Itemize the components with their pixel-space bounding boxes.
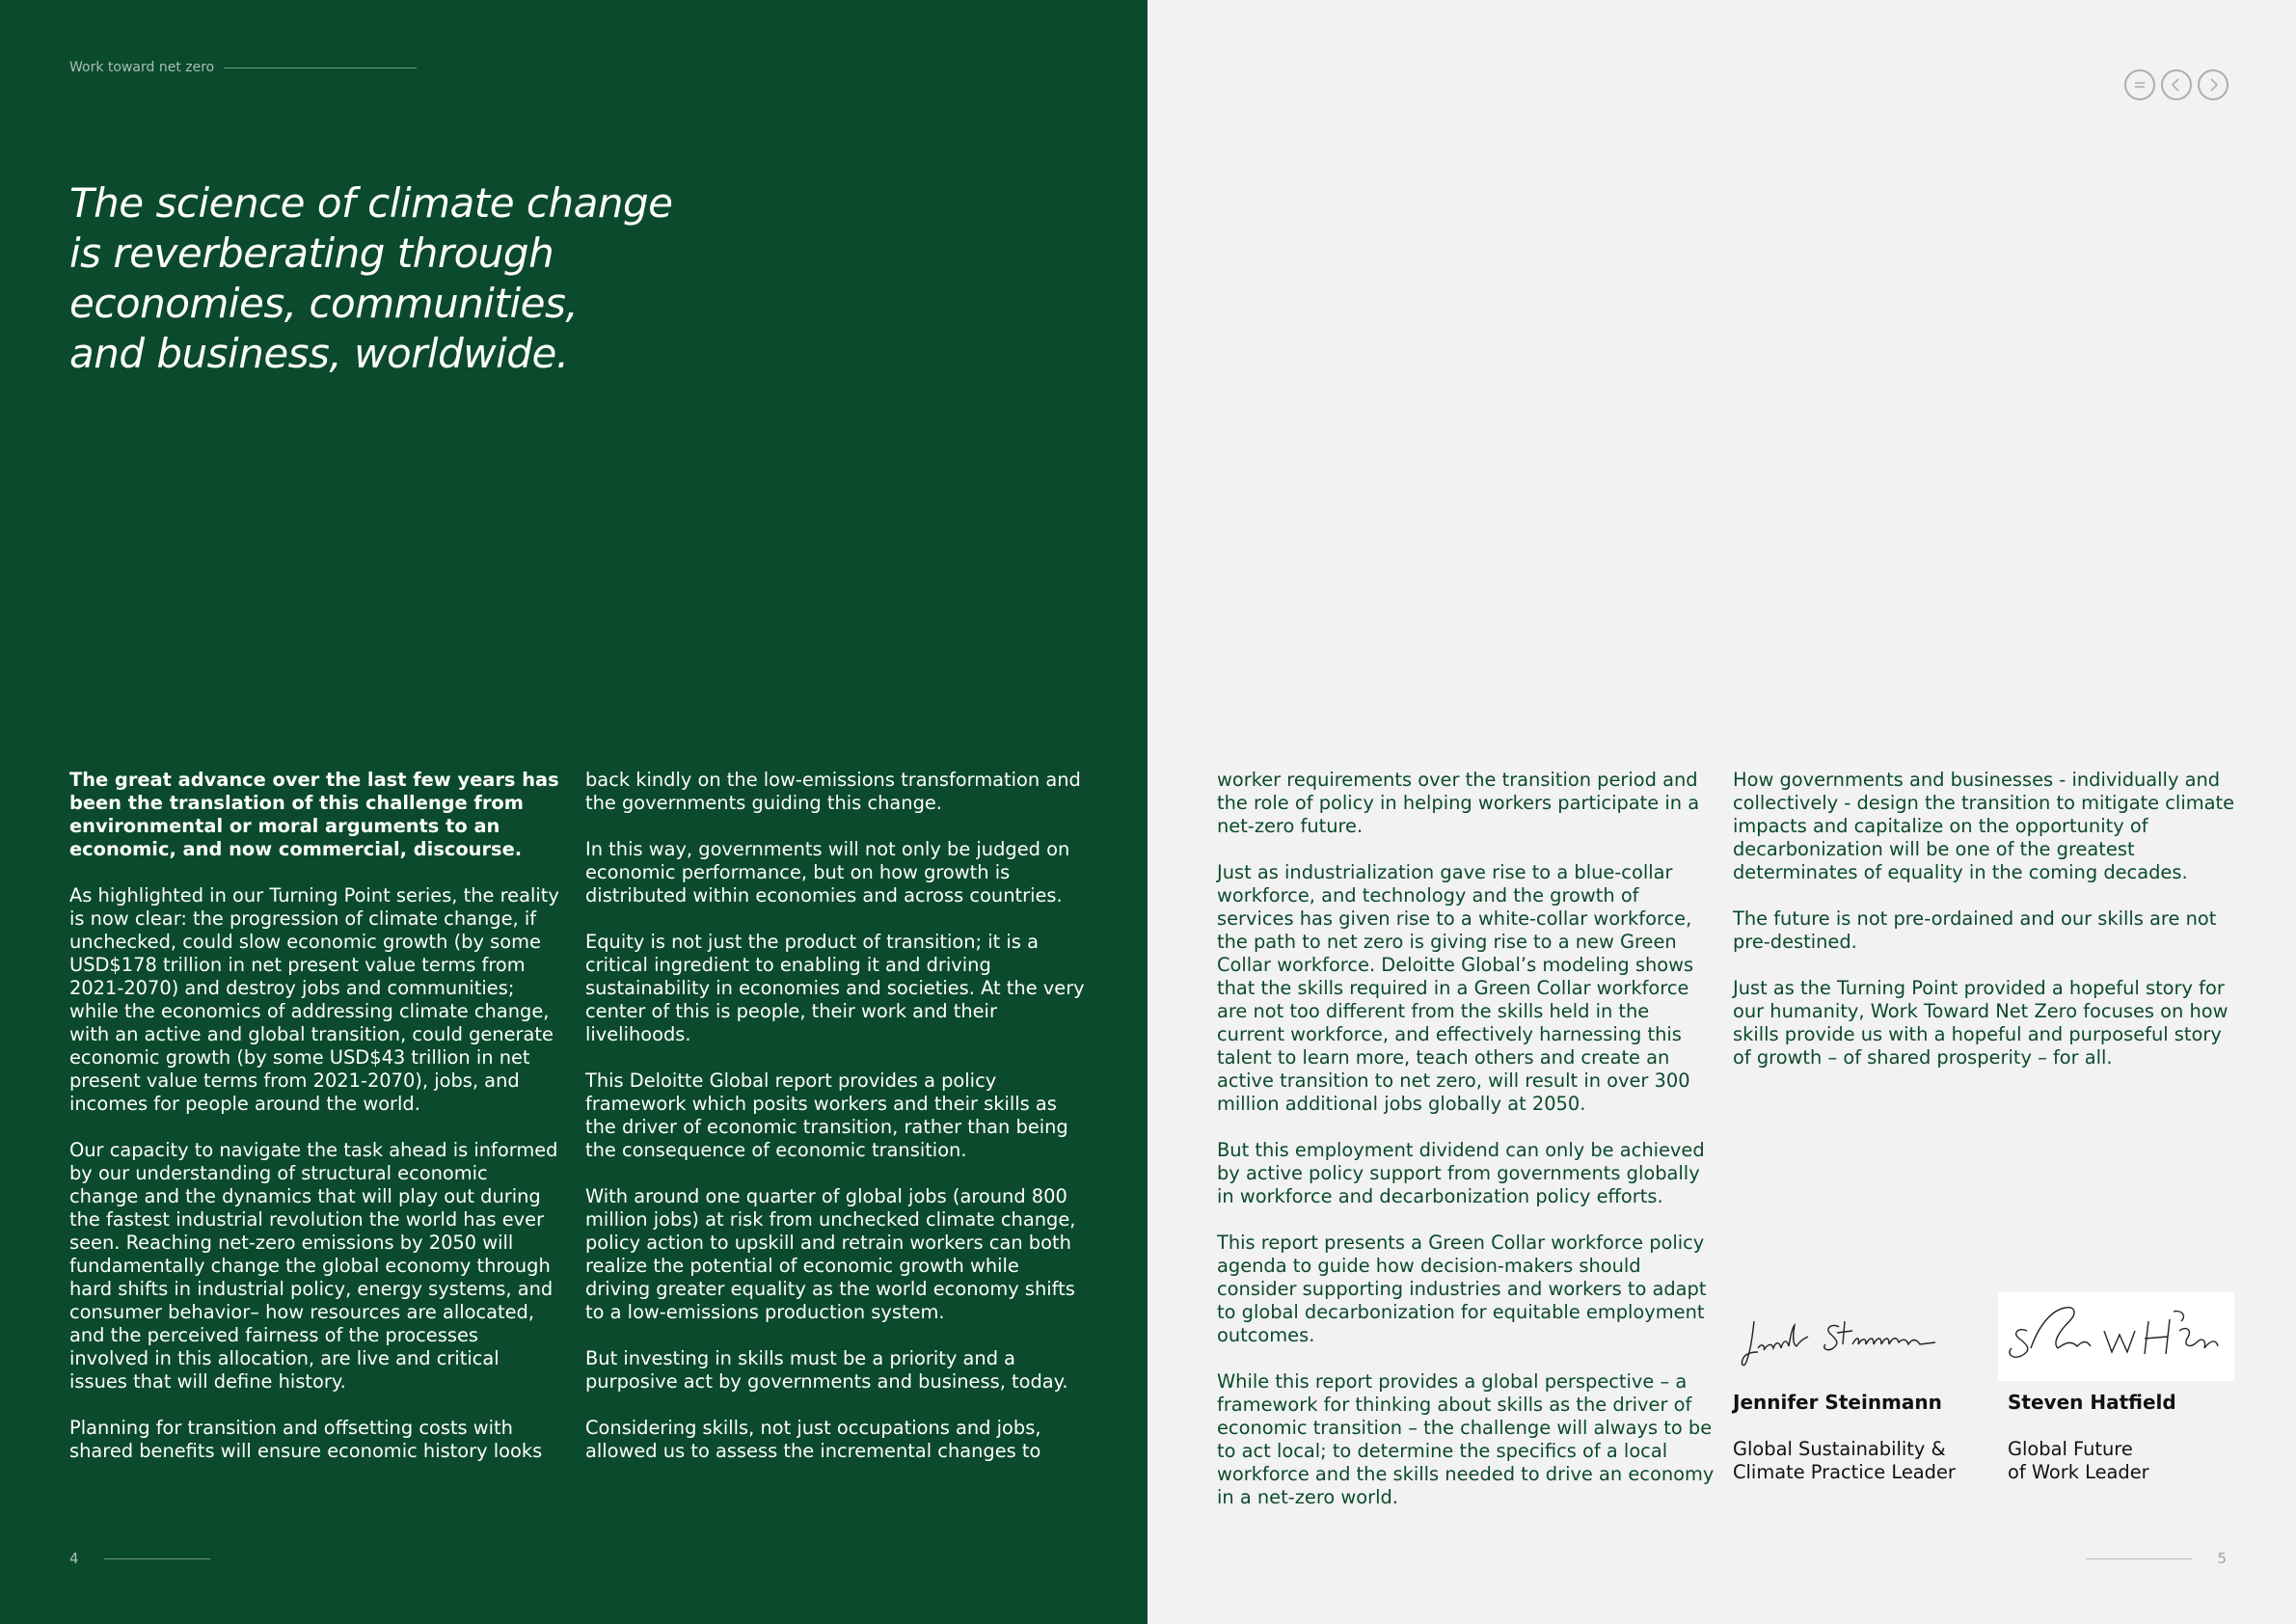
previous-page-icon[interactable] (2161, 69, 2192, 100)
right-page (1148, 0, 2296, 1624)
page-number-right (2086, 1550, 2227, 1567)
page-navigation (2124, 69, 2228, 100)
body-paragraph: worker requirements over the transition period and the role of policy in helping workers participate in a net-zero future. (1217, 769, 1700, 837)
body-paragraph: Considering skills, not just occupations and jobs, allowed us to assess the incremental changes to (585, 1417, 1041, 1462)
body-paragraph: With around one quarter of global jobs (around 800 million jobs) at risk from unchecked climate change, policy action to upskill and retrain workers can both realize the potential of economic growth while driving greater equality as the world economy shifts to a low-emissions production system. (585, 1185, 1076, 1323)
body-paragraph: Just as the Turning Point provided a hopeful story for our humanity, Work Toward Net Zero focuses on how skills provide us with a hopeful and purposeful story of growth – of shared prosperity – for all. (1733, 977, 2228, 1069)
signatory-title (1733, 1438, 1964, 1484)
body-paragraph: Our capacity to navigate the task ahead is informed by our understanding of structural economic change and the dynamics that will play out during the fastest industrial revolution the world has ever seen. Reaching net-zero emissions by 2050 will fundamentally change the global economy through hard shifts in industrial policy, energy systems, and consumer behavior– how resources are allocated, and the perceived fairness of the processes involved in this allocation, are live and critical issues that will define history. (69, 1139, 558, 1393)
headline-line: is reverberating through (69, 230, 554, 277)
footer-rule (104, 1558, 210, 1559)
page-number: 4 (69, 1550, 79, 1567)
body-paragraph: While this report provides a global perspective – a framework for thinking about skills as the driver of economic transition – the challenge will always to be to act local; to determine the specifics of a local workforce and the skills needed to drive an economy in a net-zero world. (1217, 1370, 1715, 1508)
body-paragraph: Equity is not just the product of transition; it is a critical ingredient to enabling it and driving sustainability in economies and societies. At the very center of this is people, their work and their livelihoods. (585, 931, 1085, 1045)
page-number-left (69, 1550, 210, 1567)
body-paragraph: As highlighted in our Turning Point series, the reality is now clear: the progression of climate change, if unchecked, could slow economic growth (by some USD$178 trillion in net present value terms from 2021-2070) and destroy jobs and communities; while the economics of addressing climate change, with an active and global transition, could generate economic growth (by some USD$43 trillion in net present value terms from 2021-2070), jobs, and incomes for people around the world. (69, 884, 559, 1115)
signatory-title-line: Global Future (2008, 1438, 2133, 1460)
signatory-title-line: Global Sustainability & (1733, 1438, 1946, 1460)
body-paragraph: But this employment dividend can only be achieved by active policy support from governments globally in workforce and decarbonization policy efforts. (1217, 1139, 1705, 1207)
page-number: 5 (2217, 1550, 2227, 1567)
body-paragraph: The future is not pre-ordained and our skills are not pre-destined. (1733, 907, 2217, 953)
body-paragraph: This report presents a Green Collar workforce policy agenda to guide how decision-makers should consider supporting industries and workers to adapt to global decarbonization for equitable employment outcomes. (1217, 1232, 1707, 1346)
menu-icon[interactable] (2124, 69, 2155, 100)
signatory-title-line: Climate Practice Leader (1733, 1461, 1956, 1483)
signature-block (1733, 1292, 2234, 1514)
body-paragraph: But investing in skills must be a priority and a purposive act by governments and business, today. (585, 1347, 1068, 1393)
text-column-1 (69, 769, 561, 1486)
footer-rule (2086, 1558, 2192, 1559)
body-paragraph: This Deloitte Global report provides a policy framework which posits workers and their skills as the driver of economic transition, rather than being the consequence of economic transition. (585, 1069, 1068, 1161)
running-header-title: Work toward net zero (69, 60, 215, 75)
body-paragraph: Planning for transition and offsetting costs with shared benefits will ensure economic history looks (69, 1417, 543, 1462)
running-header (69, 60, 417, 75)
headline-line: and business, worldwide. (69, 330, 569, 377)
text-column-3 (1217, 769, 1718, 1532)
text-column-2 (585, 769, 1087, 1486)
body-paragraph: back kindly on the low-emissions transformation and the governments guiding this change. (585, 769, 1081, 814)
headline-line: economies, communities, (69, 280, 579, 327)
text-column-4 (1733, 769, 2234, 1093)
body-paragraph: How governments and businesses - individually and collectively - design the transition to mitigate climate impacts and capitalize on the opportunity of decarbonization will be one of the greatest determinates of equality in the coming decades. (1733, 769, 2235, 883)
signatory-title-line: of Work Leader (2008, 1461, 2149, 1483)
next-page-icon[interactable] (2198, 69, 2228, 100)
headline-line: The science of climate change (69, 179, 673, 227)
body-paragraph: Just as industrialization gave rise to a blue-collar workforce, and technology and the growth of services has given rise to a white-collar workforce, the path to net zero is giving rise to a new Green Collar workforce. Deloitte Global’s modeling shows that the skills required in a Green Collar workforce are not too different from the skills held in the current workforce, and effectively harnessing this talent to learn more, teach others and create an active transition to net zero, will result in over 300 million additional jobs globally at 2050. (1217, 861, 1694, 1115)
page-headline (69, 178, 673, 379)
signature-jennifer-steinmann (1733, 1292, 1974, 1381)
body-paragraph: In this way, governments will not only be judged on economic performance, but on how growth is distributed within economies and across countries. (585, 838, 1070, 907)
signature-steven-hatfield (1998, 1292, 2234, 1381)
signatory-name: Jennifer Steinmann (1733, 1391, 1942, 1414)
signatory-name: Steven Hatfield (2008, 1391, 2176, 1414)
lead-paragraph: The great advance over the last few years has been the translation of this challenge from environmental or moral arguments to an economic, and now commercial, discourse. (69, 769, 559, 860)
signatory-title (2008, 1438, 2239, 1484)
